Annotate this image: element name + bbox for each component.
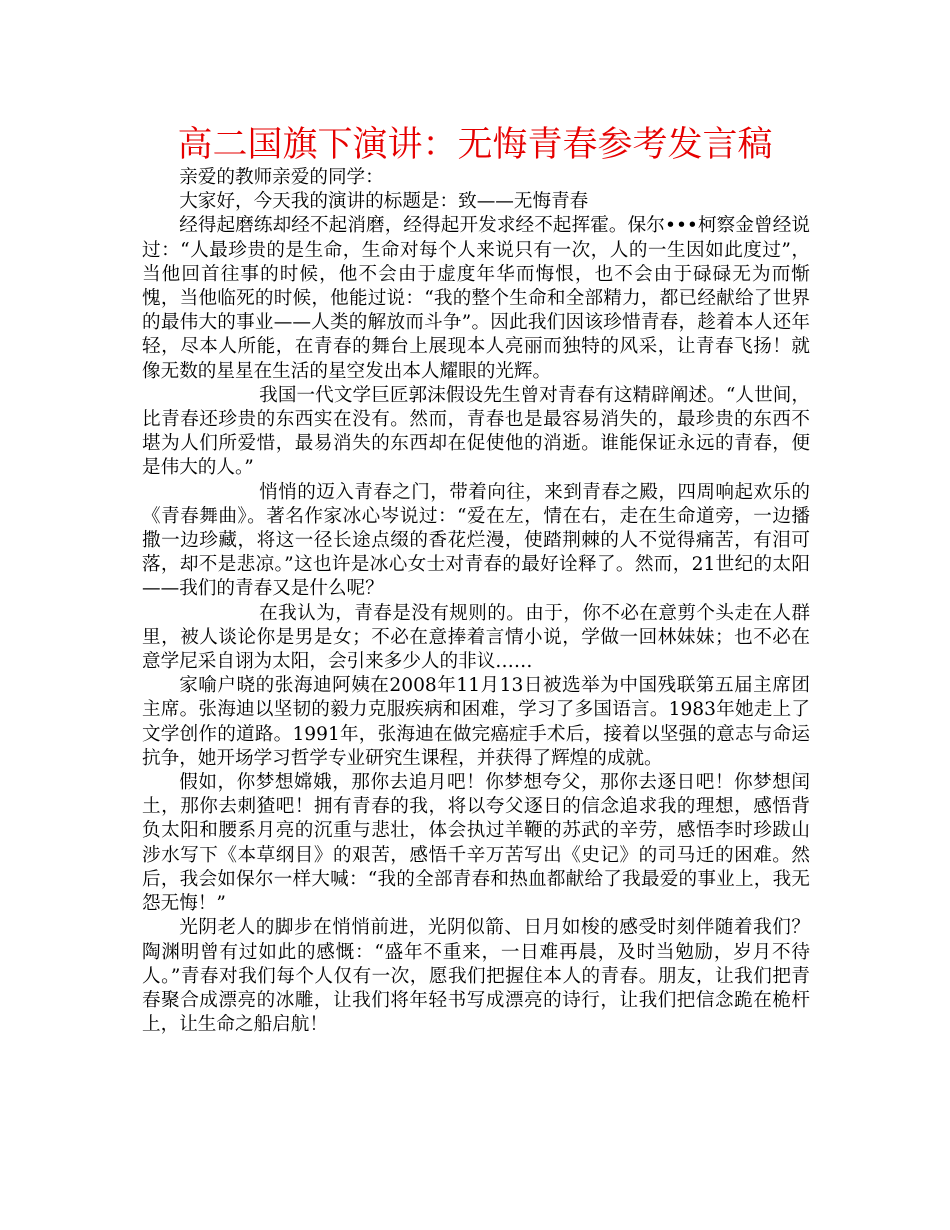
paragraph-body: 我国一代文学巨匠郭沫假设先生曾对青春有这精辟阐述。“人世间，比青春还珍贵的东西实在没有。然而，青春也是最容易消失的，最珍贵的东西不堪为人们所爱惜，最易消失的东西却在促使他的消逝。谁能保证永远的青春，便是伟大的人。”: [142, 384, 810, 479]
document-body: [142, 166, 810, 1037]
paragraph-body: 光阴老人的脚步在悄悄前进，光阴似箭、日月如梭的感受时刻伴随着我们？陶渊明曾有过如此的感慨：“盛年不重来，一日难再晨，及时当勉励，岁月不待人。”青春对我们每个人仅有一次，愿我们把握住本人的青春。朋友，让我们把青春聚合成漂亮的冰雕，让我们将年轻书写成漂亮的诗行，让我们把信念跪在桅杆上，让生命之船启航！: [142, 917, 810, 1036]
paragraph-body: 悄悄的迈入青春之门，带着向往，来到青春之殿，四周响起欢乐的《青春舞曲》。著名作家冰心岑说过：“爱在左，情在右，走在生命道旁，一边播撒一边珍藏，将这一径长途点缀的香花烂漫，使踏荆棘的人不觉得痛苦，有泪可落，却不是悲凉。”这也许是冰心女士对青春的最好诠释了。然而，21世纪的太阳——我们的青春又是什么呢？: [142, 481, 810, 600]
paragraph-body: 家喻户晓的张海迪阿姨在2008年11月13日被选举为中国残联第五届主席团主席。张海迪以坚韧的毅力克服疾病和困难，学习了多国语言。1983年她走上了文学创作的道路。1991年，张海迪在做完癌症手术后，接着以坚强的意志与命运抗争，她开场学习哲学专业研究生课程，并获得了辉煌的成就。: [142, 675, 810, 769]
paragraph-greeting: 亲爱的教师亲爱的同学：: [179, 167, 384, 188]
paragraph-body: 在我认为，青春是没有规则的。由于，你不必在意剪个头走在人群里，被人谈论你是男是女；不必在意捧着言情小说，学做一回林妹妹；也不必在意学尼采自诩为太阳，会引来多少人的非议……: [142, 602, 810, 673]
paragraph-body: 假如，你梦想嫦娥，那你去追月吧！你梦想夸父，那你去逐日吧！你梦想闰土，那你去刺猹吧！拥有青春的我，将以夸父逐日的信念追求我的理想，感悟背负太阳和腰系月亮的沉重与悲壮，体会执过羊鞭的苏武的辛劳，感悟李时珍跋山涉水写下《本草纲目》的艰苦，感悟千辛万苦写出《史记》的司马迁的困难。然后，我会如保尔一样大喊：“我的全部青春和热血都献给了我最爱的事业上，我无怨无悔！”: [142, 772, 810, 915]
document-title: 高二国旗下演讲：无悔青春参考发言稿: [177, 125, 773, 165]
paragraph-topic: 大家好，今天我的演讲的标题是：致——无悔青春: [179, 191, 589, 213]
paragraph-body: 经得起磨练却经不起消磨，经得起开发求经不起挥霍。保尔•••柯察金曾经说过：“人最珍贵的是生命，生命对每个人来说只有一次，人的一生因如此度过”，当他回首往事的时候，他不会由于虚度年华而悔恨，也不会由于碌碌无为而惭愧，当他临死的时候，他能过说：“我的整个生命和全部精力，都已经献给了世界的最伟大的事业——人类的解放而斗争”。因此我们因该珍惜青春，趁着本人还年轻，尽本人所能，在青春的舞台上展现本人亮丽而独特的风采，让青春飞扬！就像无数的星星在生活的星空发出本人耀眼的光辉。: [142, 215, 810, 382]
